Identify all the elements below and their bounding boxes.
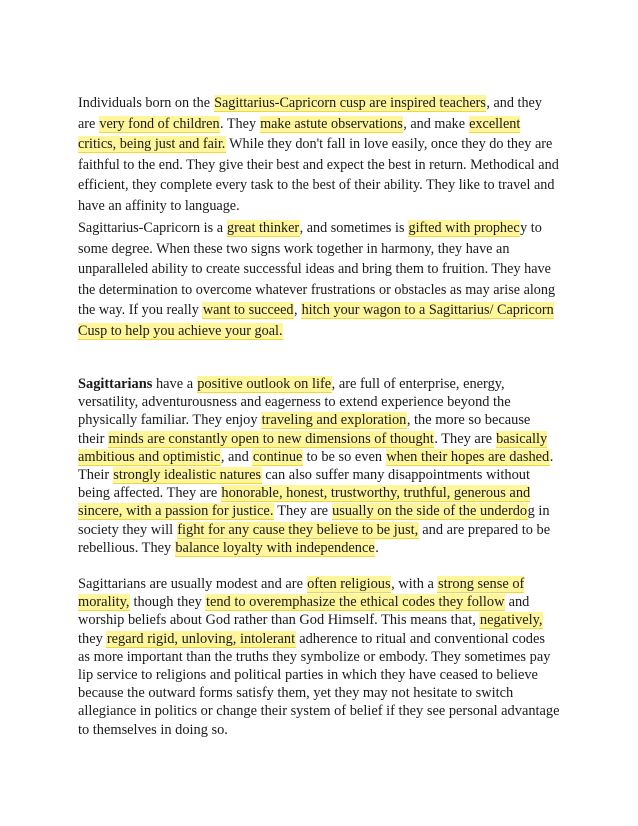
paragraph-sagittarians-outlook <box>78 375 560 557</box>
highlighted-text: want to succeed <box>202 302 294 319</box>
highlighted-text: often religious <box>307 576 391 592</box>
text-run: , and make <box>403 115 469 132</box>
text-run: . They are <box>434 430 496 447</box>
highlighted-text: excellent critics, being just and fair. <box>78 115 521 153</box>
text-run: While they don't fall in love easily, once they do they are faithful to the end. They give their best and expect the best in return. Methodical and efficient, they complete every task to the best of their ability. They like to travel and have an affinity to language. <box>78 136 559 214</box>
highlighted-text: strong sense of morality, <box>78 576 525 611</box>
highlighted-text: balance loyalty with independence <box>175 539 375 556</box>
text-run: They are <box>273 503 332 520</box>
text-run: . Their <box>78 448 554 484</box>
highlighted-text: when their hopes are dashed <box>386 448 550 465</box>
text-run: , <box>293 302 302 319</box>
highlighted-text: very fond of children <box>99 115 220 132</box>
highlighted-text: negatively, <box>479 612 543 629</box>
text-run: , with a <box>391 576 438 592</box>
text-run: they <box>78 630 107 647</box>
highlighted-text: Sagittarius-Capricorn cusp are inspired teachers <box>214 95 486 111</box>
text-run: though they <box>129 594 206 611</box>
highlighted-text: regard rigid, unloving, intolerant <box>106 630 296 647</box>
highlighted-text: gifted with prophec <box>408 220 520 236</box>
highlighted-text: minds are constantly open to new dimensions of thought <box>108 430 434 447</box>
highlighted-text: strongly idealistic natures <box>113 467 262 484</box>
text-run: and are prepared to be rebellious. They <box>78 521 551 556</box>
text-run: have a <box>152 376 197 392</box>
highlighted-text: continue <box>252 448 303 465</box>
paragraph-sagittarians-religion <box>78 575 560 739</box>
text-run: Sagittarius-Capricorn is a <box>78 220 227 236</box>
highlighted-text: great thinker <box>227 220 300 236</box>
text-run: , and sometimes is <box>299 220 409 236</box>
text-run: adherence to ritual and conventional codes as more important than the truths they symbolize or embody. They sometimes pay lip service to religions and political parties in which they have ceased to believe because the outward forms satisfy them, yet they may not hesitate to switch allegiance in politics or change their system of belief if they see personal advantage to themselves in doing so. <box>78 630 560 738</box>
highlighted-text: basically ambitious and optimistic <box>78 430 548 465</box>
text-run: , are full of enterprise, energy, versatility, adventurousness and eagerness to extend experience beyond the physically familiar. They enjoy <box>78 376 511 429</box>
text-run: and worship beliefs about God rather than God Himself. This means that, <box>78 594 530 629</box>
text-run: , and they are <box>78 95 542 132</box>
highlighted-text: tend to overemphasize the ethical codes they follow <box>205 594 505 611</box>
highlighted-text: make astute observations <box>260 115 403 132</box>
highlighted-text: traveling and exploration <box>261 412 407 429</box>
text-run: Sagittarians are usually modest and are <box>78 576 307 592</box>
text-run: y to some degree. When these two signs work together in harmony, they have an unparalleled ability to create successful ideas and bring them to fruition. They have the determination to overcome whatever frustrations or obstacles as may arise along the way. If you really <box>78 220 556 319</box>
highlighted-text: fight for any cause they believe to be just, <box>177 521 419 538</box>
text-run: can also suffer many disappointments without being affected. They are <box>78 467 530 502</box>
paragraph-cusp-thinker <box>78 218 560 342</box>
text-run: , the more so because their <box>78 412 531 447</box>
text-run: . They <box>220 115 260 132</box>
text-run: Individuals born on the <box>78 95 214 111</box>
highlighted-text: honorable, honest, trustworthy, truthful, generous and sincere, with a passion for justice. <box>78 485 531 520</box>
text-run: to be so even <box>302 448 386 465</box>
highlighted-text: usually on the side of the underdo <box>332 503 528 520</box>
text-run: , and <box>220 448 253 465</box>
bold-text: Sagittarians <box>78 376 153 392</box>
highlighted-text: hitch your wagon to a Sagittarius/ Capricorn Cusp to help you achieve your goal. <box>78 302 554 339</box>
text-run: . <box>375 539 379 556</box>
paragraph-cusp-intro <box>78 93 560 217</box>
highlighted-text: positive outlook on life <box>197 376 332 392</box>
text-run: g in society they will <box>78 503 550 538</box>
